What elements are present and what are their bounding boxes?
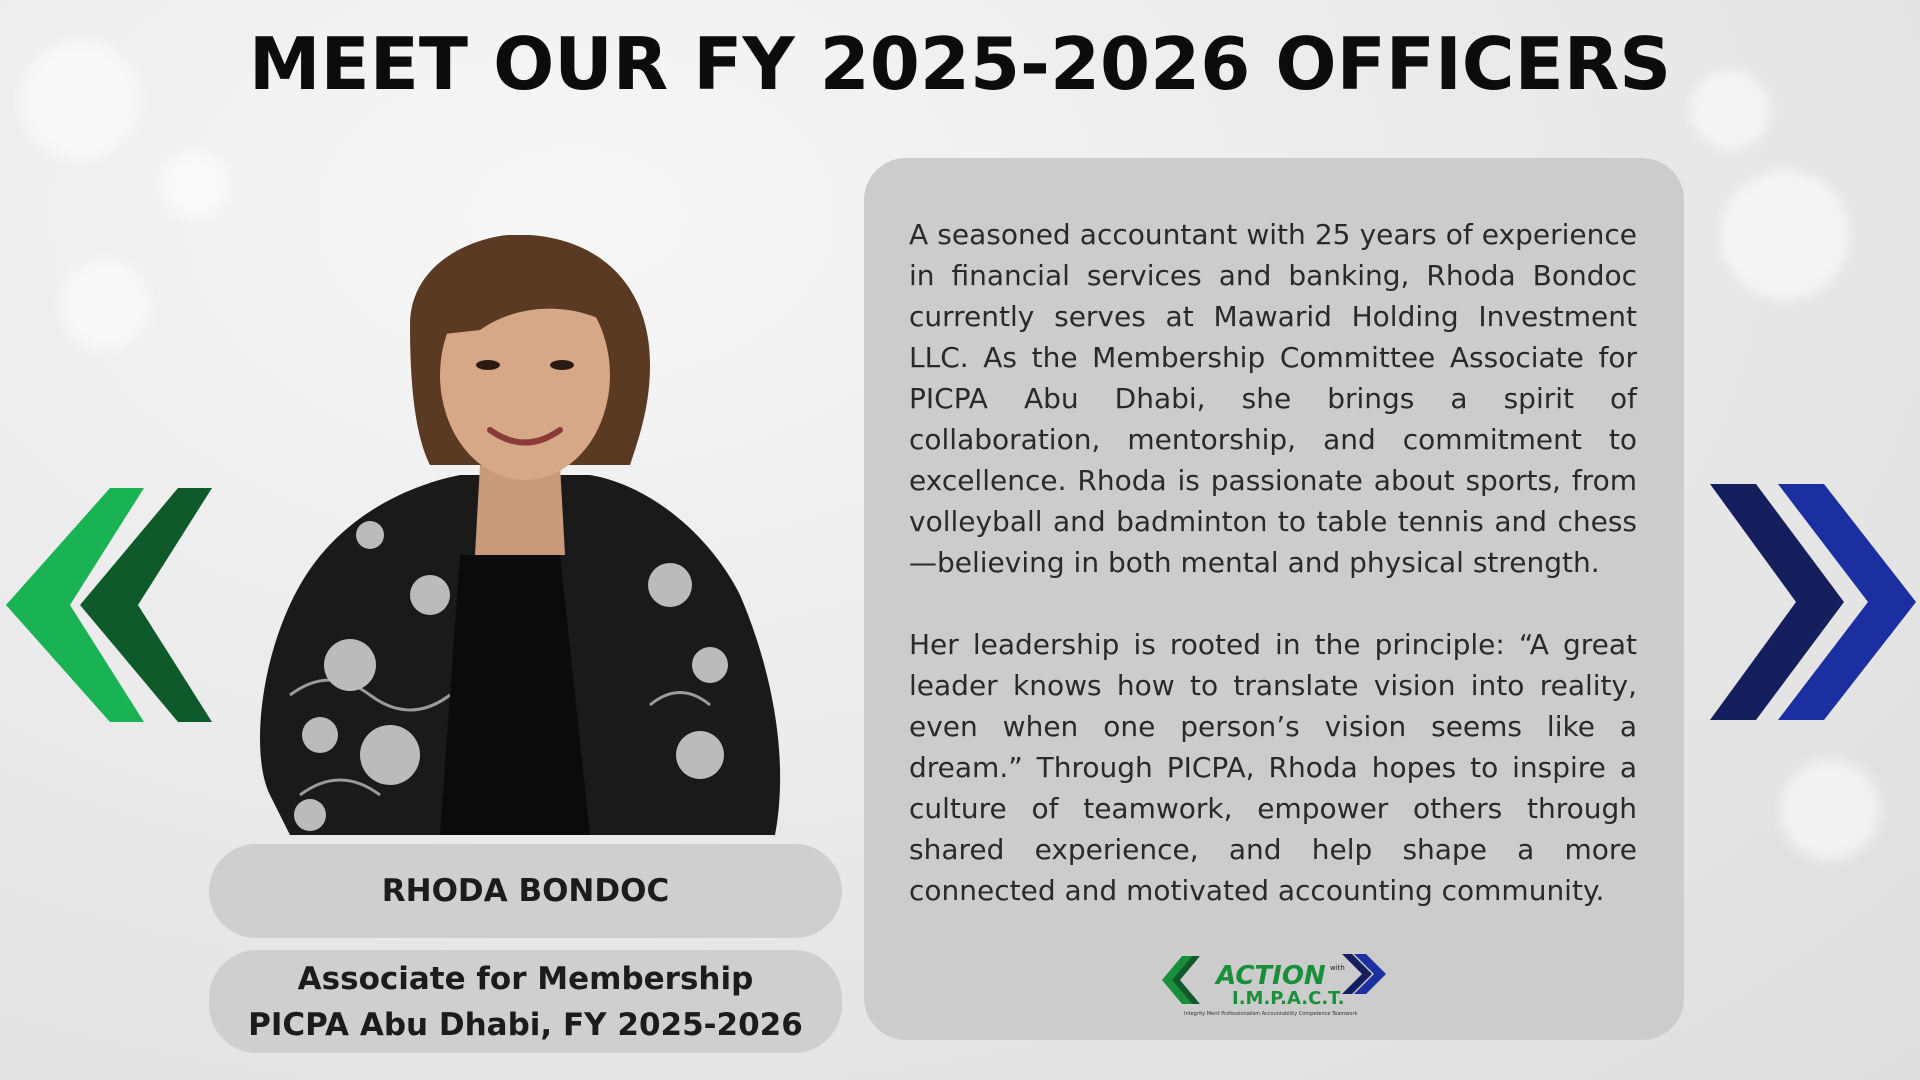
bio-paragraph-1: A seasoned accountant with 25 years of experience in financial services and banking, Rhoda Bondoc currently serves at Mawarid Holding Investment LLC. As the Membership Committee Associate for PICPA Abu Dhabi, she brings a spirit of collaboration, mentorship, and commitment to excellence. Rhoda is passionate about sports, from volleyball and badminton to table tennis and chess—believing in both mental and physical strength. — [909, 218, 1637, 579]
logo-word-impact: I.M.P.A.C.T. — [1232, 988, 1345, 1009]
next-arrow-button[interactable] — [1710, 484, 1916, 720]
background-bokeh — [1720, 170, 1850, 300]
logo-word-with: with — [1330, 964, 1345, 972]
officer-photo — [230, 235, 790, 835]
page-title: MEET OUR FY 2025-2026 OFFICERS — [248, 22, 1672, 106]
officer-name-pill — [209, 844, 842, 938]
action-impact-logo — [1154, 948, 1404, 1018]
officer-position: Associate for Membership — [297, 961, 754, 997]
logo-tagline: Integrity Merit Professionalism Accountability Competence Teamwork — [1184, 1011, 1358, 1017]
bio-text — [909, 214, 1637, 952]
bio-paragraph-2: Her leadership is rooted in the principle: “A great leader knows how to translate vision into reality, even when one person’s vision seems like a dream.” Through PICPA, Rhoda hopes to inspire a culture of teamwork, empower others through shared experience, and help shape a more connected and motivated accounting community. — [909, 628, 1637, 907]
bio-card — [864, 158, 1684, 1040]
background-bokeh — [1780, 760, 1880, 860]
background-bokeh — [160, 150, 230, 220]
officer-name: RHODA BONDOC — [381, 873, 670, 909]
background-bokeh — [60, 260, 150, 350]
officer-chapter-term: PICPA Abu Dhabi, FY 2025-2026 — [248, 1007, 803, 1043]
prev-arrow-shape — [6, 488, 212, 722]
officer-position-pill — [209, 950, 842, 1053]
logo-word-action: ACTION — [1216, 961, 1326, 991]
